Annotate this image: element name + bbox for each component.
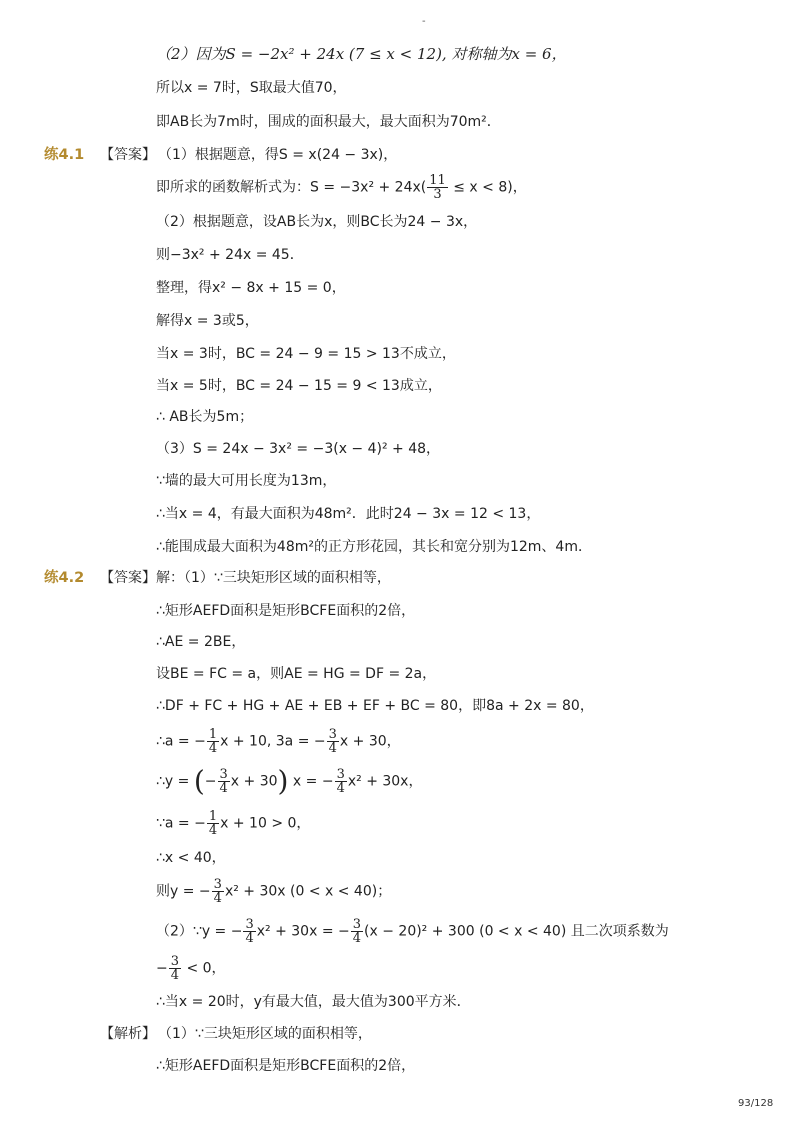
solution-line: ∴y = (− $\frac{3}{4}$ x + 30) x = − $\frac{3}{4}$ x² + 30x， [156,764,423,798]
solution-line: （1）根据题意，得S = x(24 − 3x)， [158,147,398,163]
exercise-label-4-2: 练4.2 [44,570,85,586]
solution-line: 则y = − $\frac{3}{4}$ x² + 30x (0 < x < 40)； [156,877,392,906]
fraction: $\frac{3}{4}$ [328,727,337,756]
solution-line: ∵a = − $\frac{1}{4}$ x + 10 > 0， [156,809,311,838]
solution-line: ∴AE = 2BE， [156,634,246,650]
solution-line: 当x = 5时，BC = 24 − 15 = 9 < 13成立， [156,378,442,394]
solution-line: 当x = 3时，BC = 24 − 9 = 15 > 13不成立， [156,346,456,362]
solution-line: ∴当x = 20时，y有最大值，最大值为300平方米． [156,994,471,1010]
solution-line: ∴能围成最大面积为48m²的正方形花园，其长和宽分别为12m、4m． [156,539,592,555]
solution-line: ∴x < 40， [156,850,226,866]
fraction: $\frac{3}{4}$ [352,917,362,946]
solution-line: （2）∵y = − $\frac{3}{4}$ x² + 30x = − $\frac{3}{4}$ (x − 20)² + 300 (0 < x < 40) 且二次项系数为 [156,917,669,946]
top-mark: - [422,16,426,27]
fraction: $\frac{1}{4}$ [208,809,218,838]
fraction: $\frac{1}{4}$ [208,727,218,756]
answer-tag: 【答案】 [100,570,156,586]
analysis-tag: 【解析】 [100,1026,156,1042]
solution-line: ∴矩形AEFD面积是矩形BCFE面积的2倍， [156,603,416,619]
solution-line: 解得x = 3或5， [156,313,259,329]
solution-line: ∵墙的最大可用长度为13m， [156,473,337,489]
solution-line: 即所求的函数解析式为：S = −3x² + 24x( $\frac{11}{3}$ ≤ x < 8)， [156,173,527,202]
fraction: $\frac{11}{3}$ [429,173,446,202]
exercise-label-4-1: 练4.1 [44,147,85,163]
solution-line: 即AB长为7m时，围成的面积最大，最大面积为70m²． [156,114,501,130]
fraction: $\frac{3}{4}$ [336,767,345,796]
solution-line: （2）因为S = −2x² + 24x (7 ≤ x < 12), 对称轴为x = 6， [156,45,567,63]
answer-tag: 【答案】 [100,147,156,163]
fraction: $\frac{3}{4}$ [245,917,254,946]
solution-line: ∴a = − $\frac{1}{4}$ x + 10, 3a = − $\frac{3}{4}$ x + 30， [156,727,401,756]
solution-line: ∴DF + FC + HG + AE + EB + EF + BC = 80，即8a + 2x = 80， [156,698,594,714]
solution-line: （3）S = 24x − 3x² = −3(x − 4)² + 48， [156,441,441,457]
fraction: $\frac{3}{4}$ [170,954,180,983]
solution-line: 设BE = FC = a，则AE = HG = DF = 2a， [156,666,437,682]
page-number: 93/128 [738,1098,774,1109]
solution-line: 整理，得x² − 8x + 15 = 0， [156,280,346,296]
solution-line: 解：（1）∵三块矩形区域的面积相等， [156,570,391,586]
solution-line: ∴矩形AEFD面积是矩形BCFE面积的2倍， [156,1058,416,1074]
solution-line: ∴当x = 4，有最大面积为48m²．此时24 − 3x = 12 < 13， [156,506,541,522]
solution-line: （1）∵三块矩形区域的面积相等， [158,1026,372,1042]
solution-line: 则−3x² + 24x = 45． [156,247,304,263]
solution-line: − $\frac{3}{4}$ < 0， [156,954,226,983]
fraction: $\frac{3}{4}$ [219,767,228,796]
solution-line: ∴ AB长为5m； [156,409,254,425]
fraction: $\frac{3}{4}$ [213,877,222,906]
solution-line: （2）根据题意，设AB长为x，则BC长为24 − 3x， [156,214,478,230]
solution-line: 所以x = 7时，S取最大值70， [156,80,347,96]
